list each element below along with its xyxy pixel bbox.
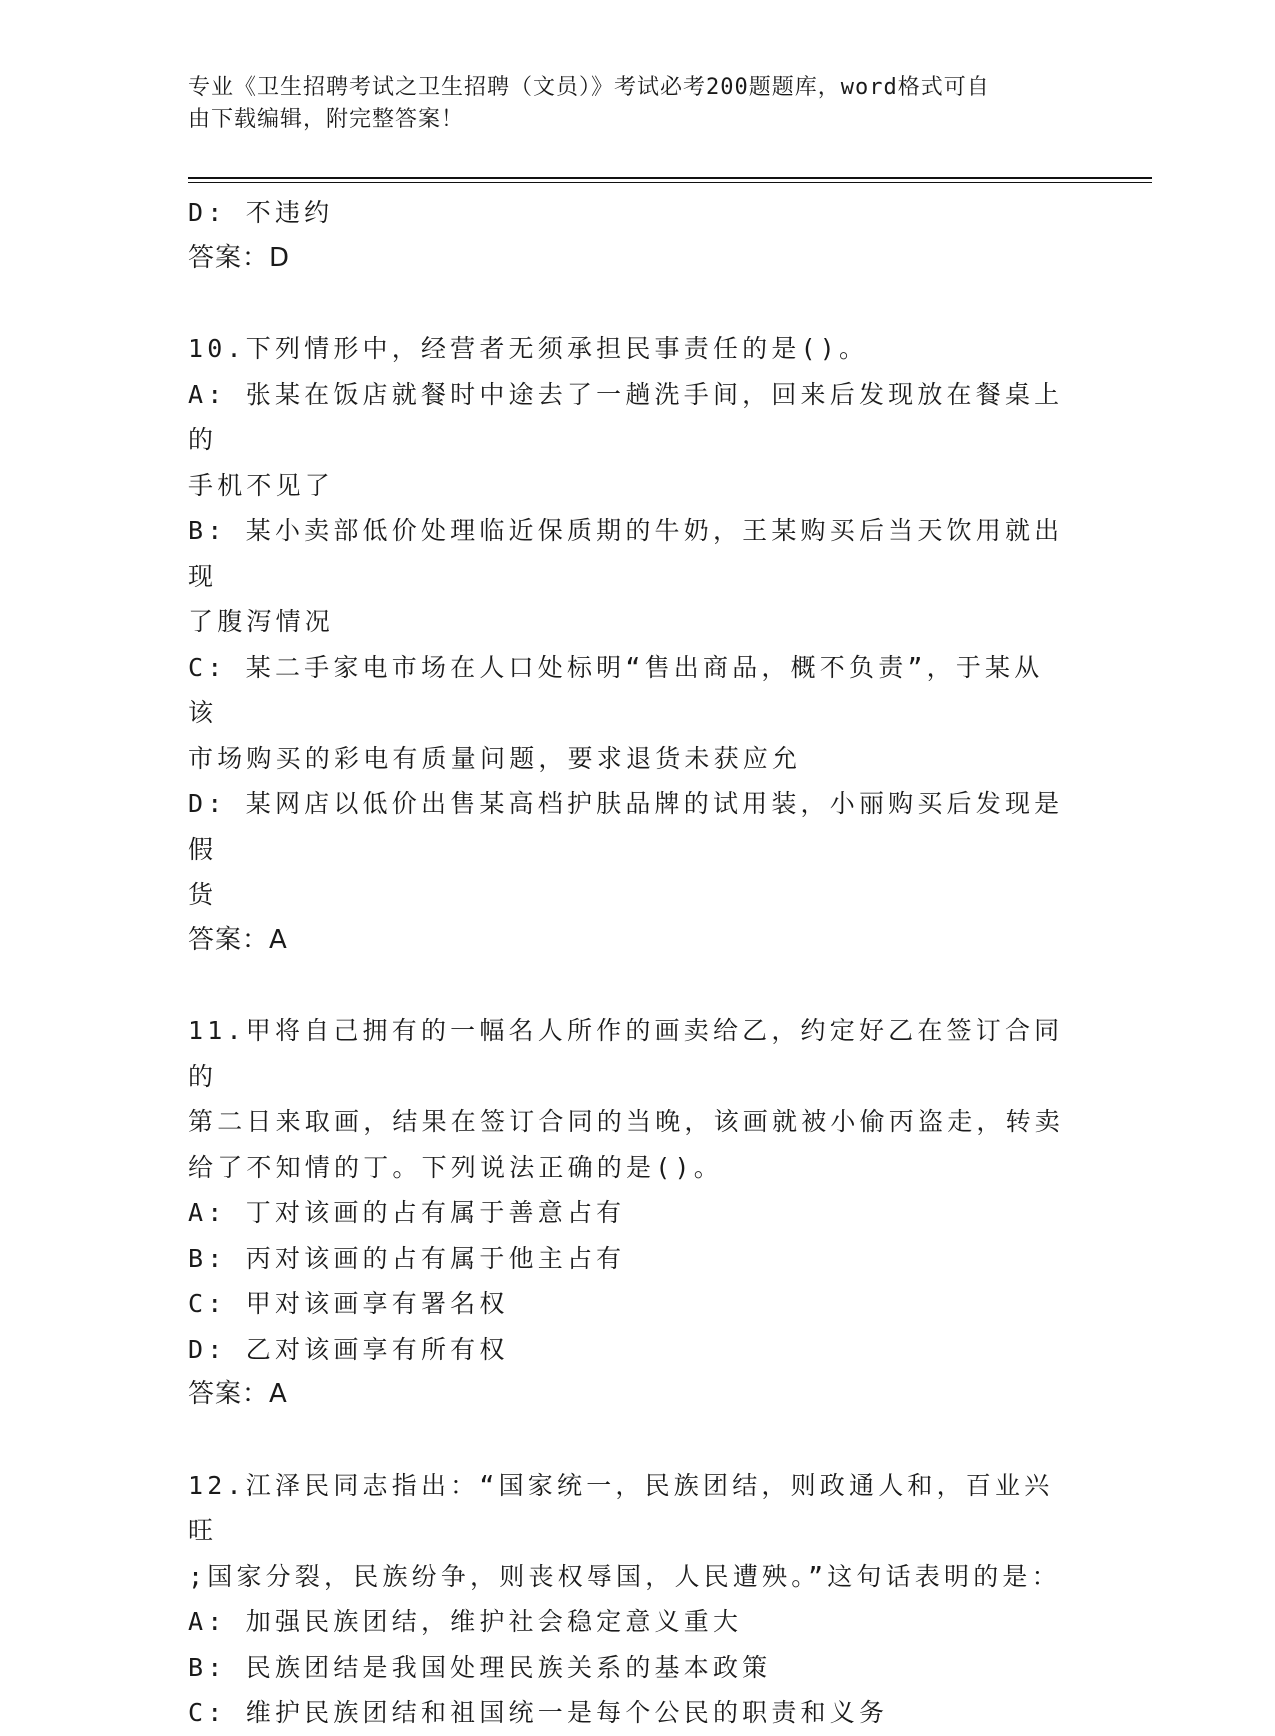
option-d-cont: 货: [188, 880, 218, 909]
option-a: A: 加强民族团结，维护社会稳定意义重大: [188, 1607, 743, 1636]
option-c: C: 甲对该画享有署名权: [188, 1289, 509, 1318]
question-stem-cont: 第二日来取画，结果在签订合同的当晚，该画就被小偷丙盗走，转卖: [188, 1107, 1065, 1136]
header-line-1: 专业《卫生招聘考试之卫生招聘（文员）》考试必考200题题库，word格式可自: [188, 75, 990, 100]
document-body: [188, 190, 1068, 1736]
question-12: [188, 1463, 1068, 1736]
question-stem-cont: 给了不知情的丁。下列说法正确的是()。: [188, 1152, 723, 1182]
answer-line: 答案：A: [188, 1379, 288, 1409]
option-c: C: 维护民族团结和祖国统一是每个公民的职责和义务: [188, 1698, 889, 1727]
option-a-cont: 手机不见了: [188, 470, 335, 500]
question-stem-cont: ;国家分裂，民族纷争，则丧权辱国，人民遭殃。”这句话表明的是：: [188, 1561, 1061, 1591]
option-b-cont: 了腹泻情况: [188, 607, 335, 636]
question-11: [188, 1008, 1068, 1418]
header-line-2: 由下载编辑，附完整答案！: [188, 107, 465, 132]
option-c-cont: 市场购买的彩电有质量问题，要求退货未获应允: [188, 743, 802, 773]
option-d: D: 不违约: [188, 198, 334, 227]
question-10: [188, 326, 1068, 963]
answer-line: 答案：A: [188, 924, 288, 955]
option-b: B: 丙对该画的占有属于他主占有: [188, 1243, 626, 1273]
option-d: D: 乙对该画享有所有权: [188, 1334, 509, 1364]
question-9-tail: [188, 190, 1068, 281]
spacer: [188, 963, 1068, 1008]
question-stem: 10.下列情形中，经营者无须承担民事责任的是()。: [188, 334, 869, 363]
option-b: B: 某小卖部低价处理临近保质期的牛奶，王某购买后当天饮用就出现: [188, 516, 1064, 591]
question-stem: 11.甲将自己拥有的一幅名人所作的画卖给乙，约定好乙在签订合同的: [188, 1016, 1064, 1091]
option-a: A: 张某在饭店就餐时中途去了一趟洗手间，回来后发现放在餐桌上的: [188, 379, 1064, 454]
header-rule-thick: [188, 177, 1152, 179]
option-c: C: 某二手家电市场在人口处标明“售出商品，概不负责”，于某从该: [188, 652, 1044, 727]
spacer: [188, 281, 1068, 326]
option-b: B: 民族团结是我国处理民族关系的基本政策: [188, 1652, 772, 1682]
question-stem: 12.江泽民同志指出：“国家统一，民族团结，则政通人和，百业兴旺: [188, 1470, 1054, 1545]
spacer: [188, 1418, 1068, 1463]
option-d: D: 某网店以低价出售某高档护肤品牌的试用装，小丽购买后发现是假: [188, 789, 1064, 864]
answer-line: 答案：D: [188, 242, 291, 273]
header-rule-thin: [188, 182, 1152, 183]
option-a: A: 丁对该画的占有属于善意占有: [188, 1198, 626, 1227]
document-header: [188, 72, 1068, 136]
